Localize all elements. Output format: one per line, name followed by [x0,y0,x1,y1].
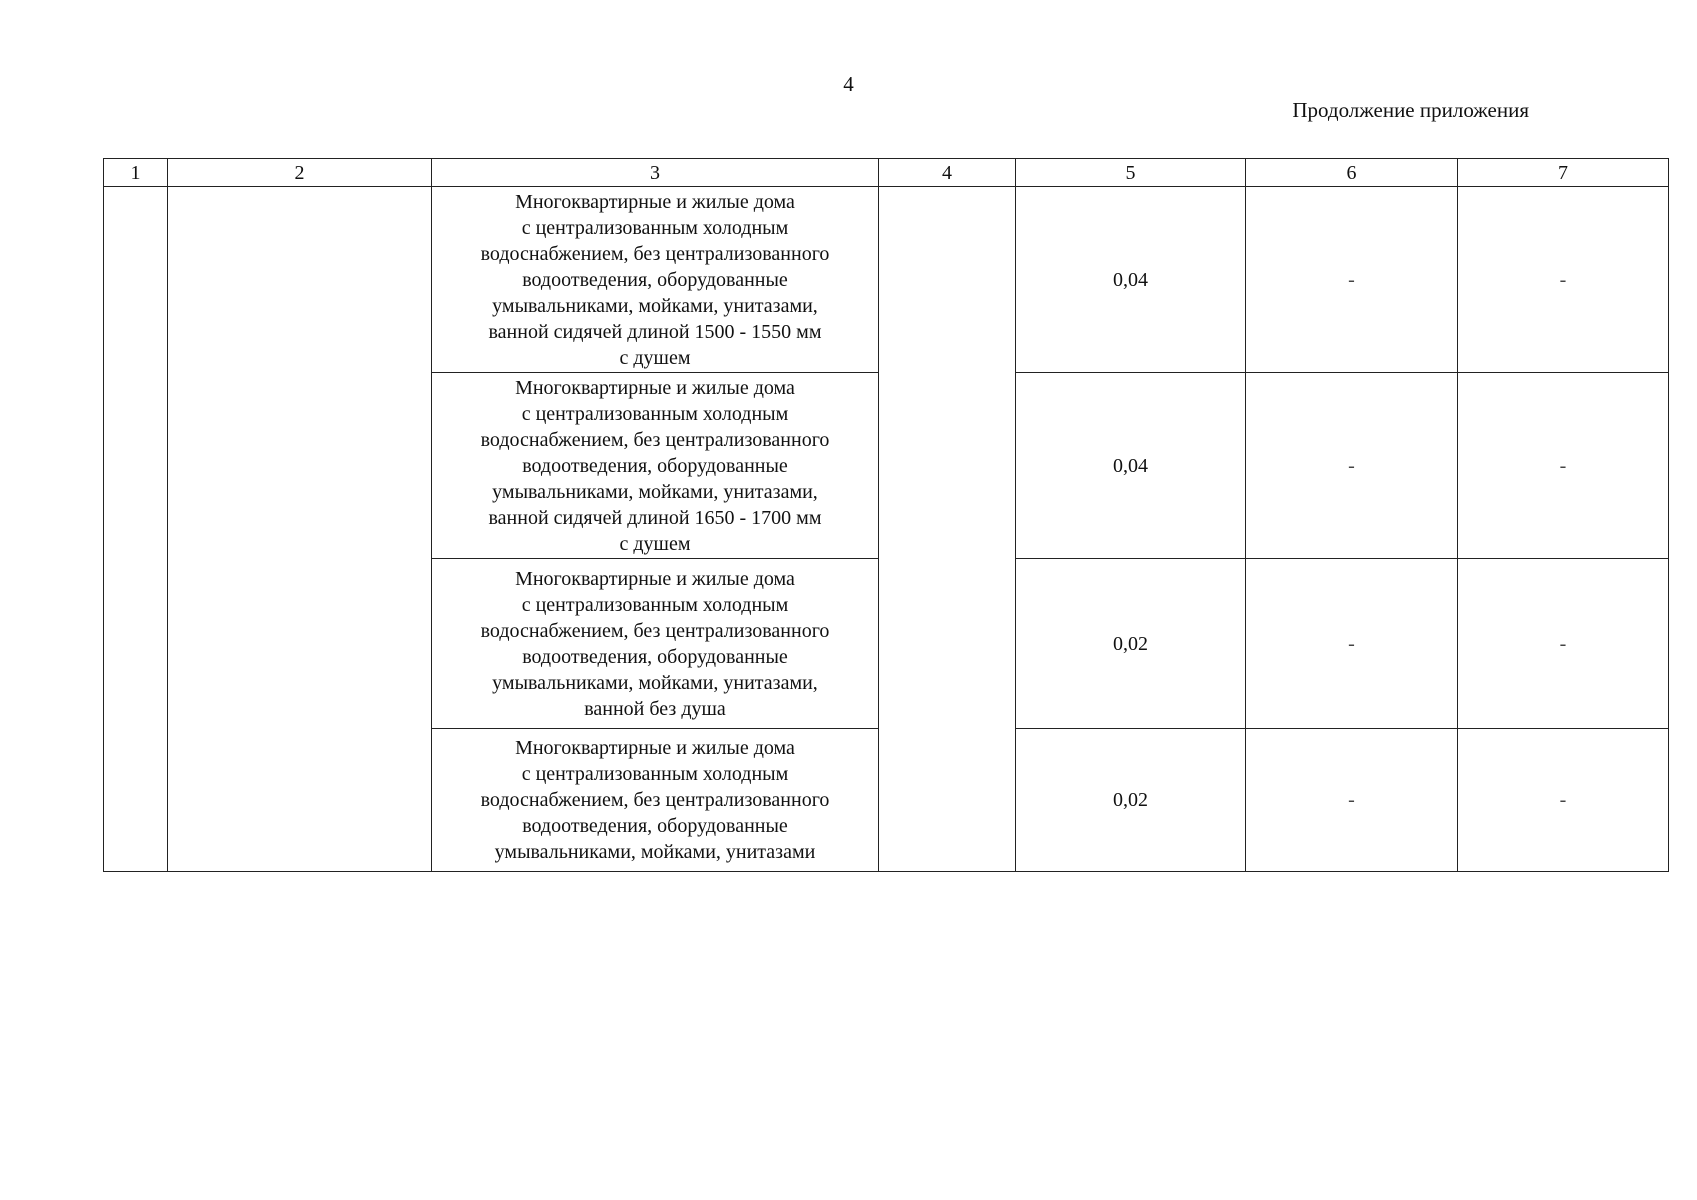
row-value-col5: 0,02 [1016,559,1246,729]
col1-merged-cell [104,187,168,872]
row-value-col7: - [1458,187,1669,373]
appendix-table [103,158,1669,872]
col4-merged-cell [879,187,1016,872]
table-header-row [104,159,1669,187]
header-cell-7: 7 [1458,159,1669,187]
header-cell-4: 4 [879,159,1016,187]
header-cell-3: 3 [432,159,879,187]
row-value-col7: - [1458,729,1669,872]
row-description: Многоквартирные и жилые дома с централизованным холодным водоснабжением, без централизованного водоотведения, оборудованные умывальниками, мойками, унитазами, ванной сидячей длиной 1500 - 1550 мм с душем [432,187,879,373]
header-cell-2: 2 [168,159,432,187]
row-value-col7: - [1458,559,1669,729]
col2-merged-cell [168,187,432,872]
header-cell-5: 5 [1016,159,1246,187]
row-value-col6: - [1246,373,1458,559]
header-cell-6: 6 [1246,159,1458,187]
row-value-col6: - [1246,559,1458,729]
continuation-label: Продолжение приложения [1292,98,1529,122]
row-description: Многоквартирные и жилые дома с централизованным холодным водоснабжением, без централизованного водоотведения, оборудованные умывальниками, мойками, унитазами, ванной без душа [432,559,879,729]
row-value-col6: - [1246,187,1458,373]
row-value-col7: - [1458,373,1669,559]
row-value-col6: - [1246,729,1458,872]
page-number: 4 [843,72,854,96]
row-value-col5: 0,02 [1016,729,1246,872]
row-value-col5: 0,04 [1016,373,1246,559]
row-description: Многоквартирные и жилые дома с централизованным холодным водоснабжением, без централизованного водоотведения, оборудованные умывальниками, мойками, унитазами, ванной сидячей длиной 1650 - 1700 мм с душем [432,373,879,559]
header-cell-1: 1 [104,159,168,187]
row-description: Многоквартирные и жилые дома с централизованным холодным водоснабжением, без централизованного водоотведения, оборудованные умывальниками, мойками, унитазами [432,729,879,872]
row-value-col5: 0,04 [1016,187,1246,373]
table-row [104,187,1669,373]
